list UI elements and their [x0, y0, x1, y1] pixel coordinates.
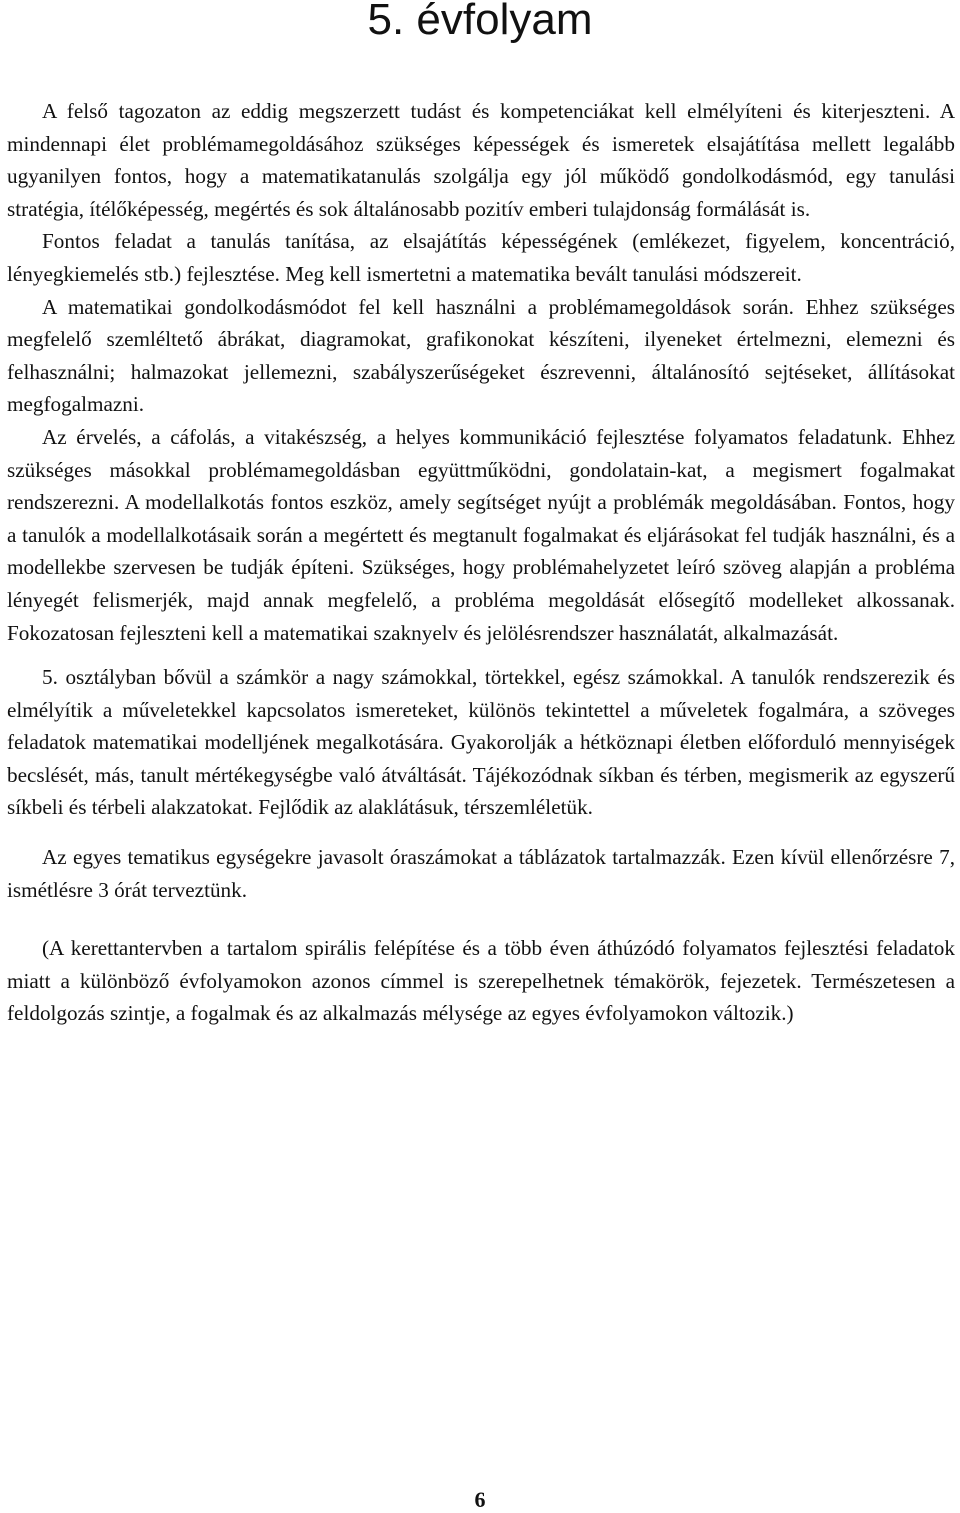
paragraph-4: Az érvelés, a cáfolás, a vitakészség, a helyes kommunikáció fejlesztése folyamatos feladatunk. Ehhez szükséges másokkal problémamegoldásban együttműködni, gondolatain-kat, a megismert fogalmakat rendszerezni. A modellalkotás fontos eszköz, amely segítséget nyújt a problémák megoldásában. Fontos, hogy a tanulók a modellalkotásaik során a megértett és megtanult fogalmakat és eljárásokat fel tudják használni, és a modellekbe szervesen be tudják építeni. Szükséges, hogy problémahelyzetet leíró szöveg alapján a probléma lényegét felismerjék, majd annak megfelelő, a probléma megoldását elősegítő modelleket alkossanak. Fokozatosan fejleszteni kell a matematikai szaknyelv és jelölésrendszer használatát, alkalmazását.: [7, 424, 955, 645]
page-title: 5. évfolyam: [367, 0, 593, 44]
paragraph-2: Fontos feladat a tanulás tanítása, az elsajátítás képességének (emlékezet, figyelem, koncentráció, lényegkiemelés stb.) fejlesztése. Meg kell ismertetni a matematika bevált tanulási módszereit.: [7, 229, 955, 286]
paragraph-1: A felső tagozaton az eddig megszerzett tudást és kompetenciákat kell elmélyíteni és kiterjeszteni. A mindennapi élet problémamegoldásához szükséges képességek és ismeretek elsajátítása mellett legalább ugyanilyen fontos, hogy a matematikatanulás szolgálja egy jól működő gondolkodásmód, egy tanulási stratégia, ítélőképesség, megértés és sok általánosabb pozitív emberi tulajdonság formálását is.: [7, 99, 955, 221]
paragraph-3: A matematikai gondolkodásmódot fel kell használni a problémamegoldások során. Ehhez szükséges megfelelő szemléltető ábrákat, diagramokat, grafikonokat készíteni, ilyeneket értelmezni, elemezni és felhasználni; halmazokat jellemezni, szabályszerűségeket észrevenni, általánosító sejtéseket, állításokat megfogalmazni.: [7, 294, 955, 417]
page-number: 6: [474, 1487, 486, 1512]
body-text: [7, 95, 955, 1030]
paragraph-6: Az egyes tematikus egységekre javasolt óraszámokat a táblázatok tartalmazzák. Ezen kívül ellenőrzésre 7, ismétlésre 3 órát terveztünk.: [7, 845, 955, 902]
paragraph-5: 5. osztályban bővül a számkör a nagy számokkal, törtekkel, egész számokkal. A tanulók rendszerezik és elmélyítik a műveletekkel kapcsolatos ismereteket, különös tekintettel a műveletek fogalmára, a szöveges feladatok matematikai modelljének megalkotására. Gyakorolják a hétköznapi életben előforduló mennyiségek becslését, más, tanult mértékegységbe való átváltását. Tájékozódnak síkban és térben, megismerik az egyszerű síkbeli és térbeli alakzatokat. Fejlődik az alaklátásuk, térszemléletük.: [7, 665, 955, 820]
paragraph-7: (A kerettantervben a tartalom spirális felépítése és a több éven áthúzódó folyamatos fejlesztési feladatok miatt a különböző évfolyamokon azonos címmel is szerepelhetnek témakörök, fejezetek. Természetesen a feldolgozás szintje, a fogalmak és az alkalmazás mélysége az egyes évfolyamokon változik.): [7, 936, 955, 1026]
